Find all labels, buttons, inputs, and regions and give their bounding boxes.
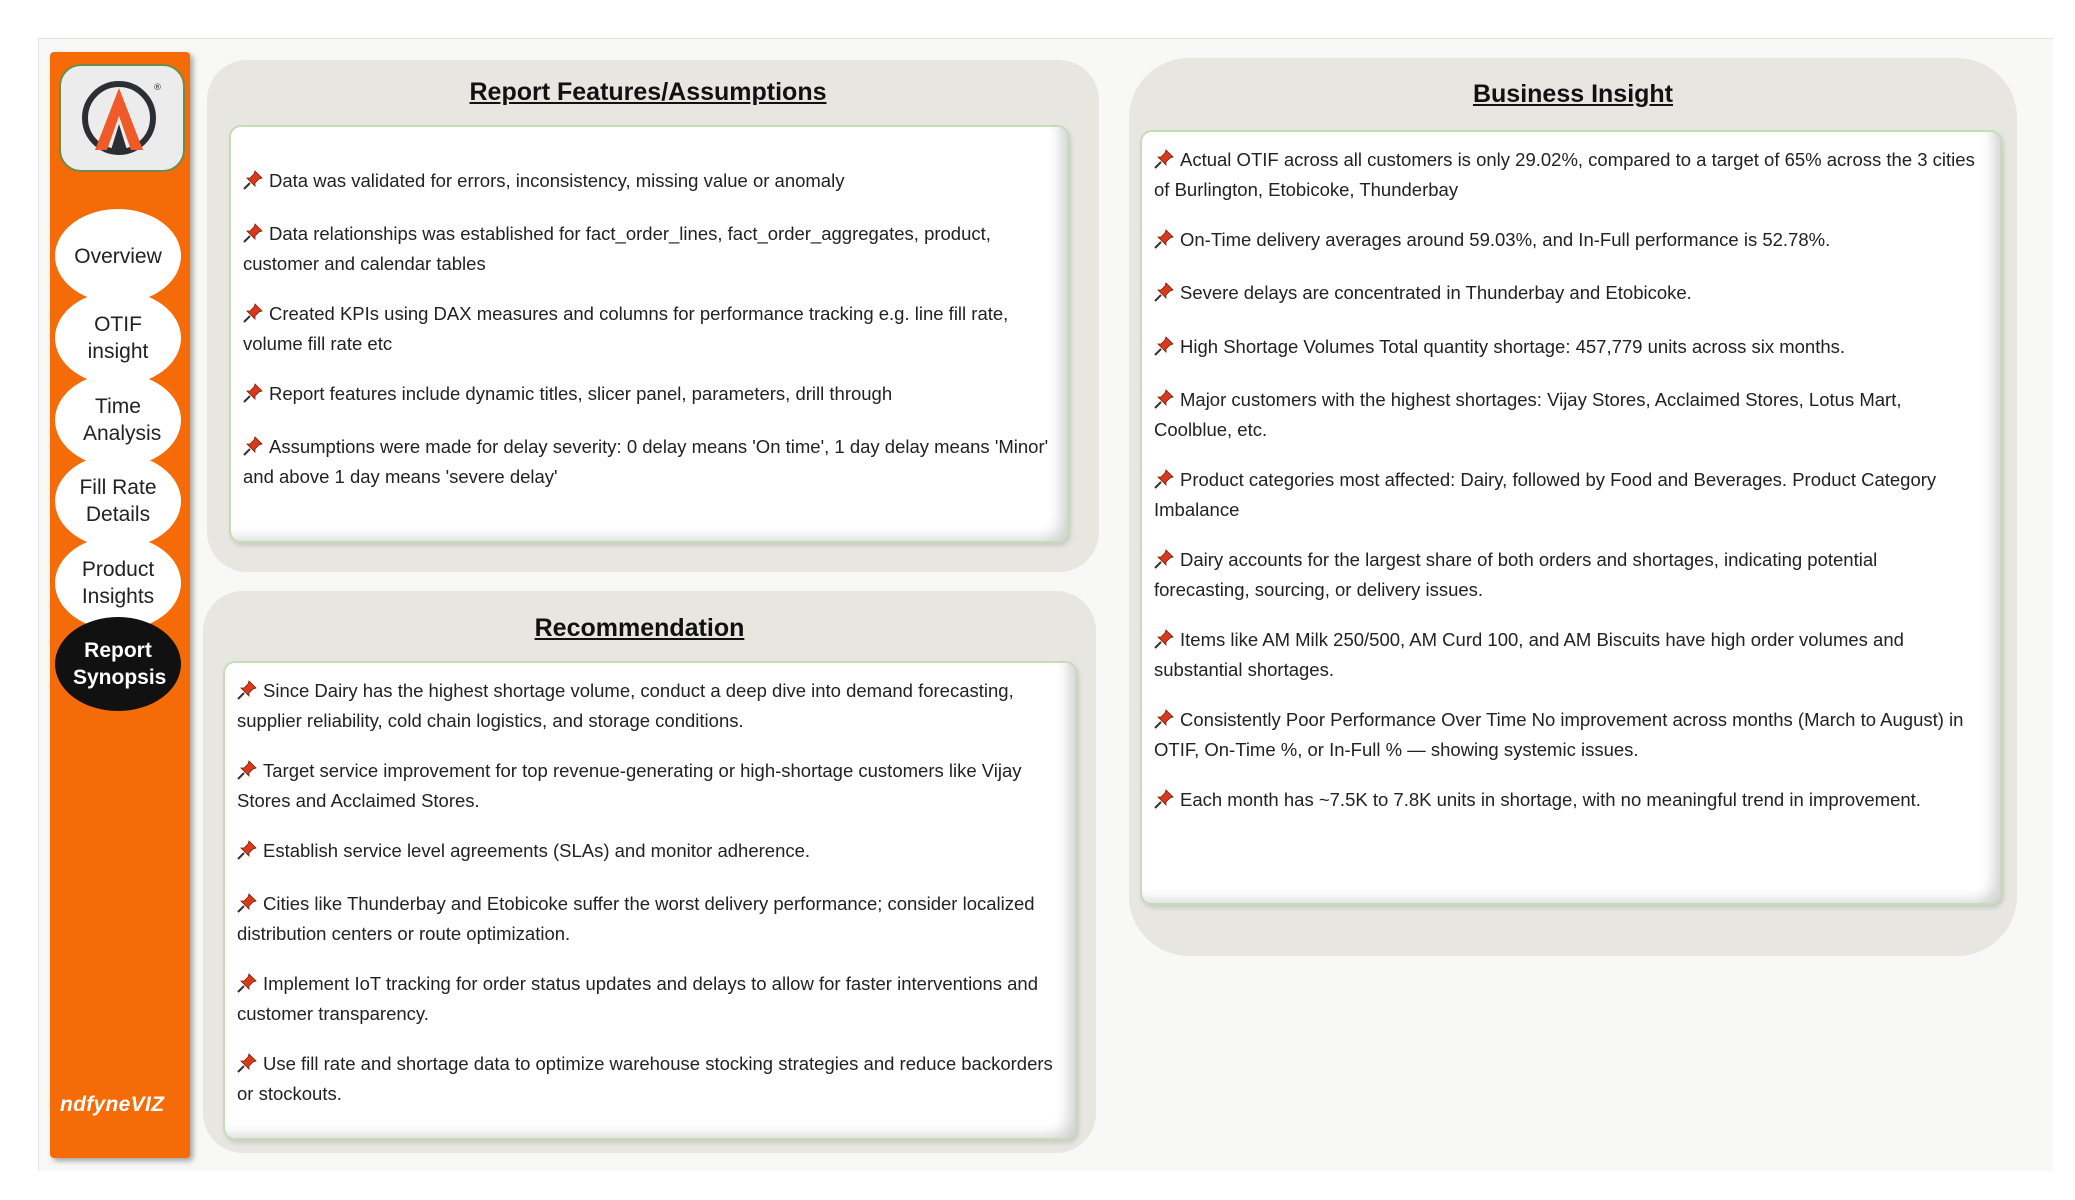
pushpin-icon xyxy=(1154,549,1174,576)
insight-item-8: Items like AM Milk 250/500, AM Curd 100, and AM Biscuits have high order volumes and substantial shortages. xyxy=(1154,629,1904,680)
recommendation-item-2: Target service improvement for top revenue-generating or high-shortage customers like Vijay Stores and Acclaimed Stores. xyxy=(237,760,1022,811)
nav-product-insights[interactable]: Product Insights xyxy=(55,536,181,630)
pushpin-icon xyxy=(243,170,263,197)
pushpin-icon xyxy=(1154,789,1174,816)
pushpin-icon xyxy=(1154,149,1174,176)
recommendation-item-6: Use fill rate and shortage data to optimize warehouse stocking strategies and reduce backorders or stockouts. xyxy=(237,1053,1053,1104)
pushpin-icon xyxy=(243,383,263,410)
pushpin-icon xyxy=(1154,282,1174,309)
insight-item-7: Dairy accounts for the largest share of both orders and shortages, indicating potential forecasting, sourcing, or delivery issues. xyxy=(1154,549,1878,600)
brand-label: ndfyneVIZ xyxy=(60,1093,165,1116)
recommendation-card xyxy=(223,661,1077,1140)
features-panel xyxy=(207,60,1099,572)
svg-text:®: ® xyxy=(153,83,162,93)
pushpin-icon xyxy=(237,760,257,787)
pushpin-icon xyxy=(243,436,263,463)
pushpin-icon xyxy=(1154,629,1174,656)
recommendation-item-1: Since Dairy has the highest shortage volume, conduct a deep dive into demand forecasting, supplier reliability, cold chain logistics, and storage conditions. xyxy=(237,680,1014,731)
features-item-4: Report features include dynamic titles, slicer panel, parameters, drill through xyxy=(243,380,1043,410)
insight-item-1: Actual OTIF across all customers is only 29.02%, compared to a target of 65% across the 3 cities of Burlington, Etobicoke, Thunderbay xyxy=(1154,149,1975,200)
insight-card xyxy=(1140,130,2002,905)
pushpin-icon xyxy=(237,893,257,920)
insight-item-5: Major customers with the highest shortages: Vijay Stores, Acclaimed Stores, Lotus Mart, Coolblue, etc. xyxy=(1154,389,1902,440)
nav-fill-rate-details[interactable]: Fill Rate Details xyxy=(55,454,181,548)
insight-item-9: Consistently Poor Performance Over Time No improvement across months (March to August) in OTIF, On-Time %, or In-Full % — showing systemic issues. xyxy=(1154,709,1964,760)
insight-title: Business Insight xyxy=(1472,80,1674,108)
recommendation-item-4: Cities like Thunderbay and Etobicoke suffer the worst delivery performance; consider localized distribution centers or route optimization. xyxy=(237,893,1035,944)
recommendation-item-5: Implement IoT tracking for order status updates and delays to allow for faster interventions and customer transparency. xyxy=(237,973,1039,1024)
nav-otif-insight[interactable]: OTIF insight xyxy=(55,291,181,385)
logo-icon xyxy=(79,74,165,160)
pushpin-icon xyxy=(1154,336,1174,363)
pushpin-icon xyxy=(243,303,263,330)
recommendation-panel xyxy=(203,591,1096,1153)
pushpin-icon xyxy=(1154,389,1174,416)
pushpin-icon xyxy=(237,840,257,867)
app-logo xyxy=(59,64,185,172)
nav-report-synopsis[interactable]: Report Synopsis xyxy=(55,617,181,711)
pushpin-icon xyxy=(1154,469,1174,496)
insight-item-3: Severe delays are concentrated in Thunderbay and Etobicoke. xyxy=(1154,279,1984,309)
recommendation-item-3: Establish service level agreements (SLAs) and monitor adherence. xyxy=(237,837,1057,867)
nav-overview[interactable]: Overview xyxy=(55,209,181,303)
features-card xyxy=(229,125,1069,543)
features-title: Report Features/Assumptions xyxy=(469,78,827,106)
features-item-3: Created KPIs using DAX measures and columns for performance tracking e.g. line fill rate, volume fill rate etc xyxy=(243,303,1009,354)
sidebar-nav xyxy=(50,52,190,1158)
recommendation-title: Recommendation xyxy=(534,614,745,642)
nav-time-analysis[interactable]: Time Analysis xyxy=(55,373,181,467)
insight-item-4: High Shortage Volumes Total quantity shortage: 457,779 units across six months. xyxy=(1154,333,1984,363)
insight-item-6: Product categories most affected: Dairy, followed by Food and Beverages. Product Category Imbalance xyxy=(1154,469,1937,520)
features-item-1: Data was validated for errors, inconsistency, missing value or anomaly xyxy=(243,167,1043,197)
features-item-5: Assumptions were made for delay severity: 0 delay means 'On time', 1 day delay means 'Minor' and above 1 day means 'severe delay' xyxy=(243,436,1049,487)
pushpin-icon xyxy=(1154,229,1174,256)
insight-item-2: On-Time delivery averages around 59.03%, and In-Full performance is 52.78%. xyxy=(1154,226,1984,256)
pushpin-icon xyxy=(237,1053,257,1080)
insight-panel xyxy=(1129,58,2017,956)
pushpin-icon xyxy=(1154,709,1174,736)
pushpin-icon xyxy=(237,680,257,707)
insight-item-10: Each month has ~7.5K to 7.8K units in shortage, with no meaningful trend in improvement. xyxy=(1154,786,1984,816)
pushpin-icon xyxy=(243,223,263,250)
features-item-2: Data relationships was established for fact_order_lines, fact_order_aggregates, product, customer and calendar tables xyxy=(243,223,991,274)
pushpin-icon xyxy=(237,973,257,1000)
